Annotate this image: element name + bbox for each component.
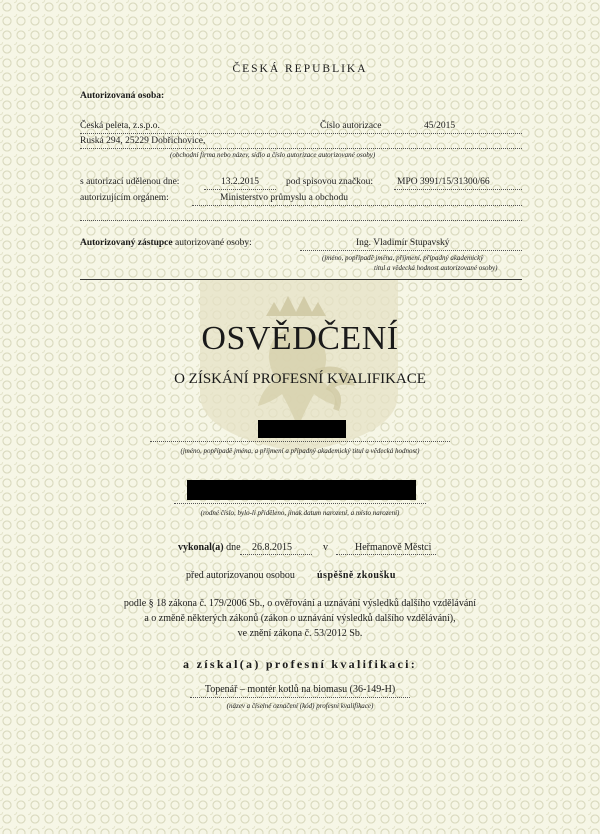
dotted-rule [192, 205, 522, 206]
birth-caption: (rodné číslo, bylo-li přiděleno, jinak datum narození, a místo narození) [200, 509, 400, 517]
law-line-1: podle § 18 zákona č. 179/2006 Sb., o ověřování a uznávání výsledků dalšího vzdělávání [123, 598, 477, 609]
certificate-subtitle: O ZÍSKÁNÍ PROFESNÍ KVALIFIKACE [174, 371, 426, 387]
dotted-rule [150, 441, 450, 442]
exam-date-prefix: dne [226, 542, 241, 553]
redacted-holder-name [258, 420, 346, 438]
representative-label-bold: Autorizovaný zástupce [80, 238, 173, 248]
qualification-caption: (název a číselné označení (kód) profesní kvalifikace) [226, 702, 374, 710]
redacted-birth-info [187, 480, 416, 500]
representative-caption-1: (jméno, popřípadě jména, příjmení, případný akademický [322, 254, 484, 262]
organ-name: Ministerstvo průmyslu a obchodu [220, 193, 348, 203]
granted-label: s autorizací udělenou dne: [80, 177, 180, 187]
representative-name: Ing. Vladimír Stupavský [356, 238, 450, 248]
law-line-3: ve znění zákona č. 53/2012 Sb. [237, 628, 363, 639]
certificate-title: OSVĚDČENÍ [201, 320, 399, 357]
section-divider [80, 279, 522, 280]
dotted-rule [300, 250, 522, 251]
dotted-rule [336, 554, 436, 555]
authorized-person-name: Česká peleta, z.s.p.o. [80, 121, 160, 131]
holder-name-caption: (jméno, popřípadě jména, a příjmení a případný akademický titul a vědecká hodnost) [180, 447, 420, 455]
dotted-rule [240, 554, 312, 555]
representative-caption-2: titul a vědecká hodnost autorizované osoby) [374, 264, 498, 272]
dotted-rule [80, 133, 522, 134]
file-label: pod spisovou značkou: [286, 177, 374, 187]
exam-place: Heřmanově Městci [355, 542, 432, 553]
dotted-rule [190, 697, 410, 698]
qualification-name: Topenář – montér kotlů na biomasu (36-149-H) [204, 684, 396, 695]
qualification-heading: a získal(a) profesní kvalifikaci: [182, 657, 417, 671]
exam-performed-line [178, 542, 241, 553]
dotted-rule [174, 503, 426, 504]
dotted-rule [204, 189, 276, 190]
exam-date: 26.8.2015 [252, 542, 292, 553]
authorized-person-label: Autorizovaná osoba: [80, 91, 165, 101]
representative-label-rest: autorizované osoby: [172, 238, 252, 248]
auth-number-label: Číslo autorizace [320, 121, 382, 131]
dotted-rule [394, 189, 522, 190]
dotted-rule [80, 148, 522, 149]
law-line-2: a o změně některých zákonů (zákon o uznávání výsledků dalšího vzdělávání), [144, 613, 456, 624]
exam-performed-label: vykonal(a) [178, 542, 224, 553]
exam-result: úspěšně zkoušku [317, 570, 396, 581]
file-number: MPO 3991/15/31300/66 [397, 177, 490, 187]
dotted-rule [80, 220, 522, 221]
country-heading: ČESKÁ REPUBLIKA [232, 63, 368, 75]
exam-before-label: před autorizovanou osobou [186, 570, 295, 581]
granted-date: 13.2.2015 [221, 177, 259, 187]
organ-label: autorizujícím orgánem: [80, 193, 169, 203]
auth-number: 45/2015 [424, 121, 456, 131]
exam-place-prefix: v [323, 542, 328, 553]
authorized-person-address: Ruská 294, 25229 Dobřichovice, [80, 136, 206, 146]
authorized-person-caption: (obchodní firma nebo název, sídlo a číslo autorizace autorizované osoby) [170, 151, 376, 159]
representative-label [80, 238, 252, 248]
